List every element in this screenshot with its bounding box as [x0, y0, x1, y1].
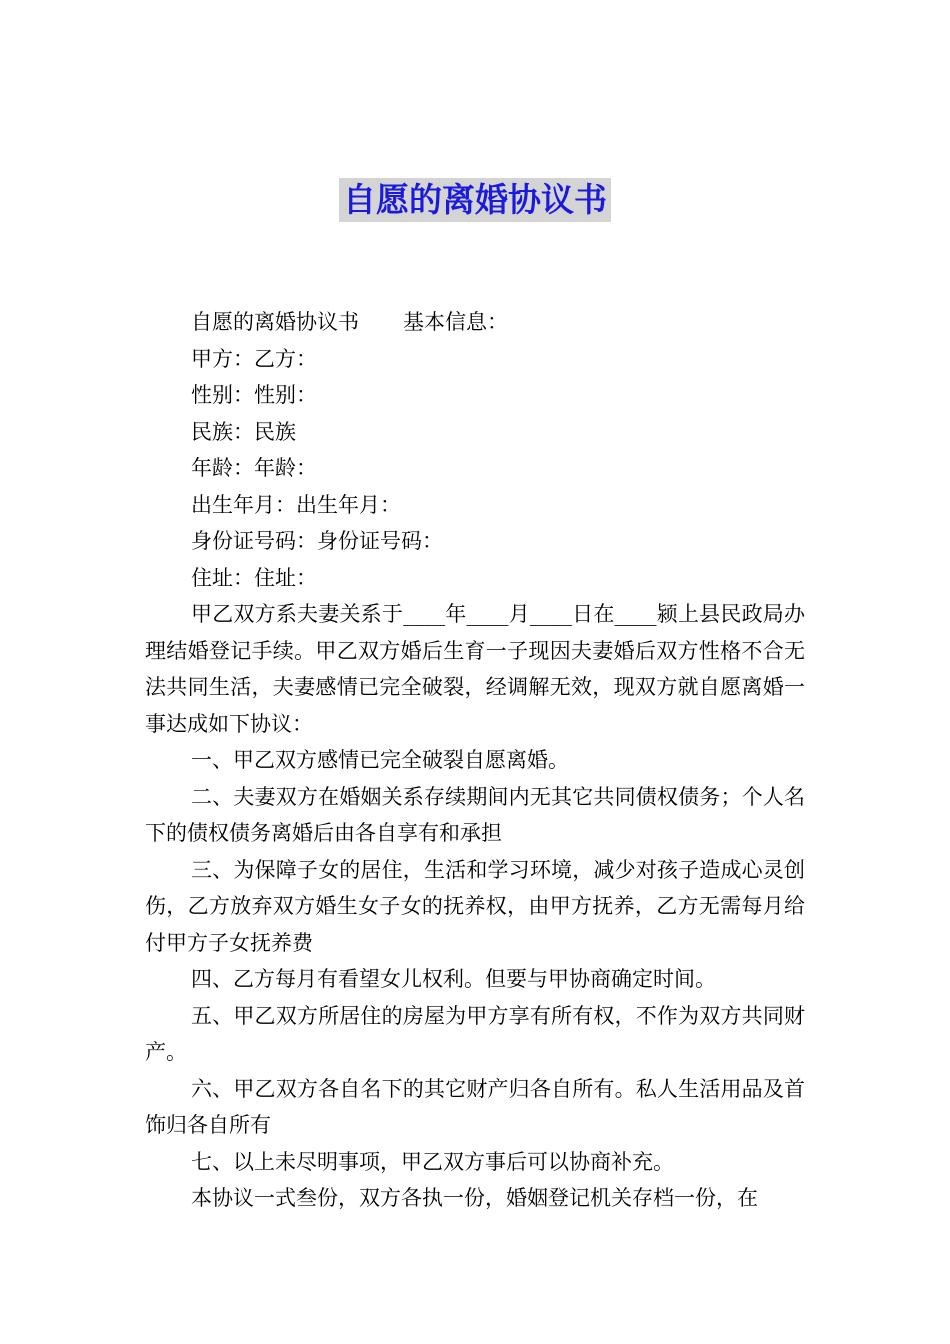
clause-2: 二、夫妻双方在婚姻关系存续期间内无其它共同债权债务；个人名下的债权债务离婚后由各自享有和承担	[145, 784, 805, 845]
field-gender: 性别：性别：	[191, 383, 317, 407]
closing-paragraph: 本协议一式叁份，双方各执一份，婚姻登记机关存档一份，在	[191, 1186, 758, 1210]
field-address: 住址：住址：	[191, 565, 317, 590]
basic-info-line	[145, 304, 805, 341]
field-party: 甲方：乙方：	[191, 346, 317, 371]
basic-info-label: 基本信息：	[403, 310, 508, 334]
clause-4: 四、乙方每月有看望女儿权利。但要与甲协商确定时间。	[191, 967, 716, 991]
basic-info-heading: 自愿的离婚协议书	[191, 310, 359, 334]
clause-7: 七、以上未尽明事项，甲乙双方事后可以协商补充。	[191, 1149, 674, 1174]
field-birth: 出生年月：出生年月：	[191, 492, 401, 517]
field-age: 年龄：年龄：	[191, 456, 317, 480]
paragraph-marriage-facts: 甲乙双方系夫妻关系于____年____月____日在____颍上县民政局办理结婚登记手续。甲乙双方婚后生育一子现因夫妻婚后双方性格不合无法共同生活，夫妻感情已完全破裂，经调解无效，现双方就自愿离婚一事达成如下协议：	[145, 602, 805, 736]
field-ethnicity: 民族：民族	[191, 419, 296, 444]
clause-1: 一、甲乙双方感情已完全破裂自愿离婚。	[191, 748, 569, 772]
title-block	[0, 178, 950, 222]
document-body	[145, 304, 805, 1217]
field-id-number: 身份证号码：身份证号码：	[191, 529, 443, 553]
clause-3: 三、为保障子女的居住，生活和学习环境，减少对孩子造成心灵创伤，乙方放弃双方婚生女子女的抚养权，由甲方抚养，乙方无需每月给付甲方子女抚养费	[145, 857, 805, 955]
clause-6: 六、甲乙双方各自名下的其它财产归各自所有。私人生活用品及首饰归各自所有	[145, 1076, 805, 1137]
document-title: 自愿的离婚协议书	[339, 178, 611, 222]
clause-5: 五、甲乙双方所居住的房屋为甲方享有所有权，不作为双方共同财产。	[145, 1003, 805, 1064]
